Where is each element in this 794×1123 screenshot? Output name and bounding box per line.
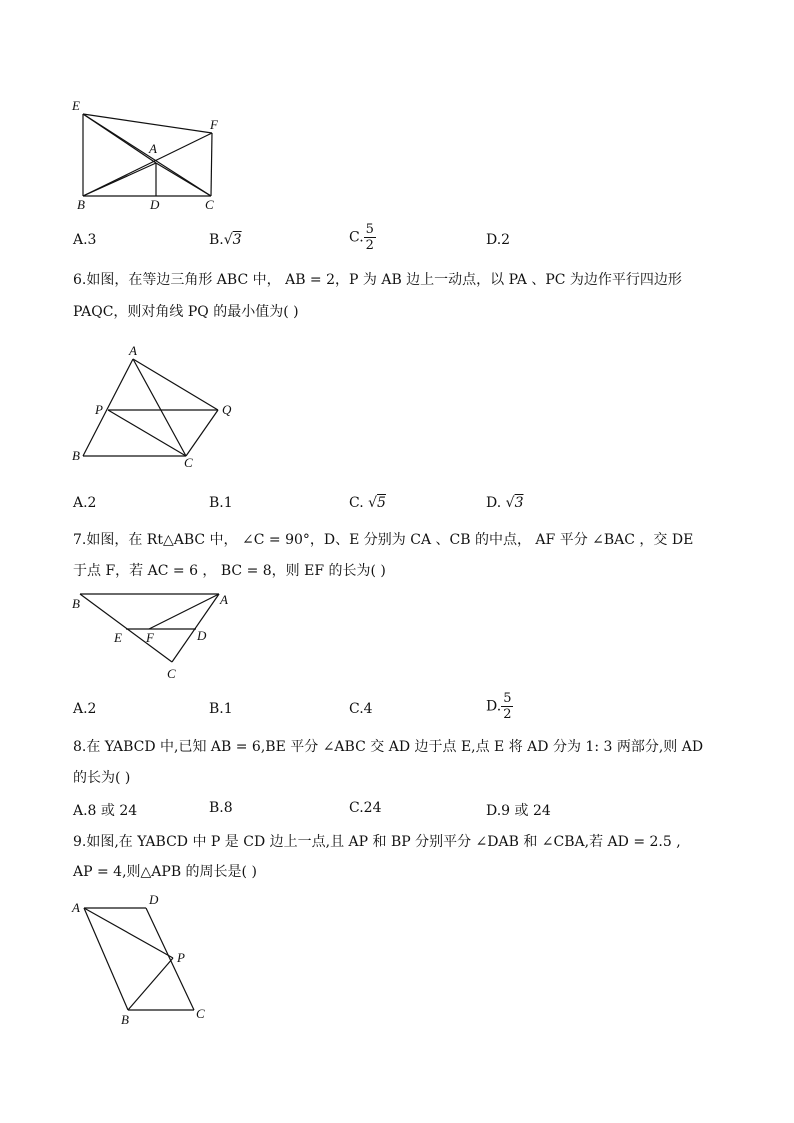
q5-label-b: B [77, 197, 85, 212]
q9-label-a: A [72, 900, 80, 915]
q9-label-p: P [177, 950, 185, 965]
q7-label-d: D [197, 628, 207, 643]
q7-stem-line1: 7.如图，在 Rt△ABC 中， ∠C = 90°，D、E 分别为 CA 、CB 的中点， AF 平分 ∠BAC ，交 DE [73, 532, 694, 548]
q5-label-f: F [210, 117, 218, 132]
q8-option-c: C.24 [349, 800, 382, 816]
q8-option-a: A.8 或 24 [73, 803, 138, 819]
q7-label-a: A [220, 592, 228, 607]
q7-option-d: D. $\frac{5}{2}$ [486, 691, 512, 722]
q7-stem-line2: 于点 F，若 AC = 6 ， BC = 8，则 EF 的长为( ) [73, 563, 386, 579]
q6-label-p: P [95, 402, 103, 417]
q6-label-a: A [129, 343, 137, 358]
q5-label-c: C [205, 197, 214, 212]
q6-stem-line2: PAQC，则对角线 PQ 的最小值为( ) [73, 304, 299, 320]
q6-option-a: A.2 [73, 495, 97, 511]
q9-figure [66, 890, 236, 1030]
q5-option-c: C. $\frac{5}{2}$ [349, 222, 374, 253]
q9-stem-line2: AP = 4,则△APB 的周长是( ) [73, 864, 257, 880]
q5-label-a: A [149, 141, 157, 156]
q5-label-d: D [150, 197, 160, 212]
q9-stem-line1: 9.如图,在 YABCD 中 P 是 CD 边上一点,且 AP 和 BP 分别平分 ∠DAB 和 ∠CBA,若 AD = 2.5 , [73, 834, 681, 850]
q5-figure [66, 96, 236, 216]
q5-label-e: E [72, 98, 80, 113]
q7-label-f: F [146, 630, 154, 645]
q6-stem-line1: 6.如图，在等边三角形 ABC 中， AB = 2，P 为 AB 边上一动点，以 PA 、PC 为边作平行四边形 [73, 272, 682, 288]
q5-option-b: B.√3 [209, 232, 242, 248]
q6-label-c: C [184, 455, 193, 470]
q8-stem-line2: 的长为( ) [73, 770, 131, 786]
q6-figure [66, 340, 246, 470]
q6-option-b: B.1 [209, 495, 233, 511]
q6-option-c: C. √5 [349, 495, 386, 511]
q7-option-c: C.4 [349, 701, 373, 717]
q7-label-c: C [167, 666, 176, 681]
q6-option-d: D. √3 [486, 495, 524, 511]
q7-option-b: B.1 [209, 701, 233, 717]
q5-option-d: D.2 [486, 232, 511, 248]
q8-option-d: D.9 或 24 [486, 803, 551, 819]
q6-label-q: Q [222, 402, 232, 417]
q9-label-b: B [121, 1012, 129, 1027]
q9-label-c: C [196, 1006, 205, 1021]
q8-stem-line1: 8.在 YABCD 中,已知 AB = 6,BE 平分 ∠ABC 交 AD 边于点 E,点 E 将 AD 分为 1: 3 两部分,则 AD [73, 739, 704, 755]
q7-label-b: B [72, 596, 80, 611]
q6-label-b: B [72, 448, 80, 463]
q5-option-a: A.3 [73, 232, 97, 248]
q7-option-a: A.2 [73, 701, 97, 717]
q7-figure [66, 588, 246, 684]
q7-label-e: E [114, 630, 122, 645]
q8-option-b: B.8 [209, 800, 233, 816]
q9-label-d: D [149, 892, 159, 907]
